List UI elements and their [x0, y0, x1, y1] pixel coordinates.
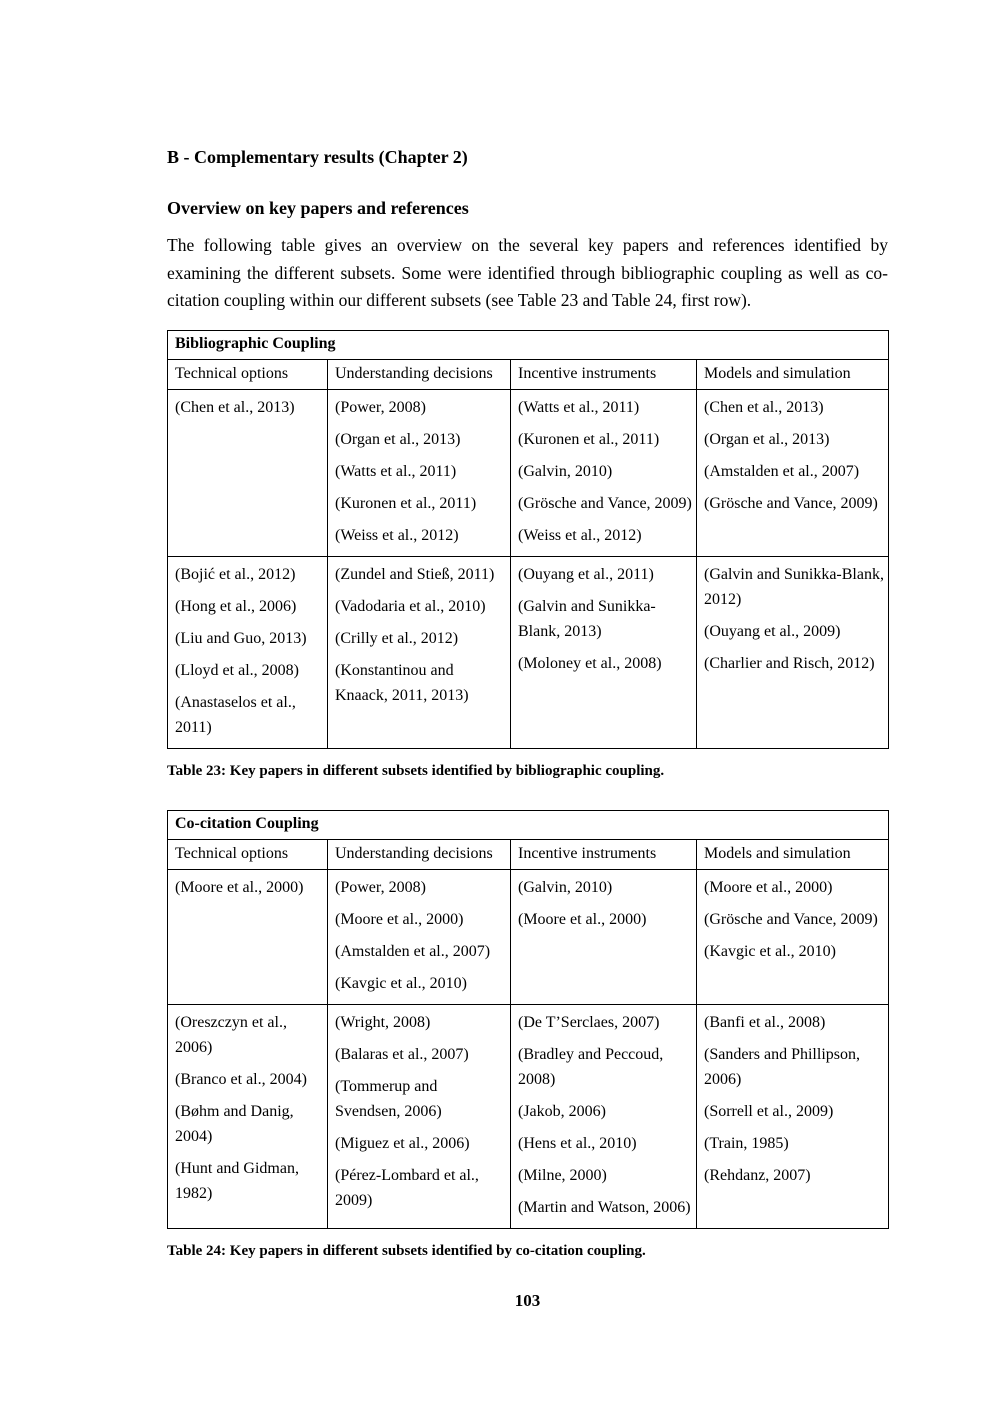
citation: (Bojić et al., 2012)	[175, 565, 296, 583]
citation: (Weiss et al., 2012)	[518, 526, 642, 544]
column-header-4: Models and simulation	[697, 839, 889, 869]
citation: (Hong et al., 2006)	[175, 597, 297, 615]
table-cell	[328, 869, 511, 1004]
citation: (Branco et al., 2004)	[175, 1070, 307, 1088]
citation: (Hens et al., 2010)	[518, 1134, 637, 1152]
citation: (Ouyang et al., 2011)	[518, 565, 654, 583]
citation: (Banfi et al., 2008)	[704, 1013, 826, 1031]
citation: (Milne, 2000)	[518, 1166, 607, 1184]
citation: (Hunt and Gidman, 1982)	[175, 1159, 299, 1202]
table-cell	[511, 1004, 697, 1228]
citation: (Kuronen et al., 2011)	[518, 430, 660, 448]
citation: (Moore et al., 2000)	[335, 910, 464, 928]
table-bibliographic-coupling	[167, 330, 889, 749]
citation: (Galvin and Sunikka-Blank, 2012)	[704, 565, 884, 608]
citation: (Miguez et al., 2006)	[335, 1134, 470, 1152]
citation: (Sorrell et al., 2009)	[704, 1102, 834, 1120]
table-co-citation-coupling	[167, 810, 889, 1229]
citation: (Ouyang et al., 2009)	[704, 622, 841, 640]
column-header-4: Models and simulation	[697, 359, 889, 389]
table-cell	[511, 389, 697, 556]
column-header-3: Incentive instruments	[511, 839, 697, 869]
citation: (Bøhm and Danig, 2004)	[175, 1102, 294, 1145]
citation: (Galvin and Sunikka-Blank, 2013)	[518, 597, 656, 640]
table-cell	[168, 869, 328, 1004]
citation: (Pérez-Lombard et al., 2009)	[335, 1166, 479, 1209]
citation: (Moore et al., 2000)	[518, 910, 647, 928]
table-cell	[168, 1004, 328, 1228]
citation: (Grösche and Vance, 2009)	[704, 910, 878, 928]
citation: (Moore et al., 2000)	[175, 878, 304, 896]
table-cell	[697, 556, 889, 748]
table-caption: Table 24: Key papers in different subsets identified by co-citation coupling.	[167, 1242, 646, 1259]
table-title: Co-citation Coupling	[168, 810, 889, 839]
column-header-3: Incentive instruments	[511, 359, 697, 389]
column-header-2: Understanding decisions	[328, 359, 511, 389]
citation: (Tommerup and Svendsen, 2006)	[335, 1077, 442, 1120]
citation: (Kuronen et al., 2011)	[335, 494, 477, 512]
page-number: 103	[514, 1291, 541, 1310]
citation: (Moore et al., 2000)	[704, 878, 833, 896]
citation: (Vadodaria et al., 2010)	[335, 597, 486, 615]
column-header-1: Technical options	[168, 359, 328, 389]
table-header-row	[168, 359, 889, 389]
citation: (Sanders and Phillipson, 2006)	[704, 1045, 860, 1088]
page-content	[167, 146, 888, 1261]
citation: (Moloney et al., 2008)	[518, 654, 662, 672]
table-title: Bibliographic Coupling	[168, 330, 889, 359]
citation: (Anastaselos et al., 2011)	[175, 693, 296, 736]
citation: (Galvin, 2010)	[518, 462, 613, 480]
citation: (Watts et al., 2011)	[518, 398, 640, 416]
citation: (Grösche and Vance, 2009)	[518, 494, 692, 512]
citation: (Lloyd et al., 2008)	[175, 661, 299, 679]
citation: (Train, 1985)	[704, 1134, 789, 1152]
table-cell	[511, 869, 697, 1004]
table-cell	[328, 556, 511, 748]
citation: (Chen et al., 2013)	[175, 398, 295, 416]
table-row	[168, 869, 889, 1004]
table-cell	[328, 1004, 511, 1228]
intro-paragraph: The following table gives an overview on the several key papers and references identified by examining the different subsets. Some were identified through bibliographic coupling as well as co-citation coupling within our different subsets (see Table 23 and Table 24, first row).	[167, 235, 888, 310]
citation: (Martin and Watson, 2006)	[518, 1198, 691, 1216]
citation: (Crilly et al., 2012)	[335, 629, 459, 647]
citation: (Konstantinou and Knaack, 2011, 2013)	[335, 661, 469, 704]
section-heading: B - Complementary results (Chapter 2)	[167, 147, 468, 167]
table-cell	[328, 389, 511, 556]
subsection-heading: Overview on key papers and references	[167, 198, 469, 218]
citation: (Power, 2008)	[335, 398, 426, 416]
tables-container	[167, 330, 888, 1261]
citation: (Jakob, 2006)	[518, 1102, 606, 1120]
table-cell	[168, 389, 328, 556]
citation: (Kavgic et al., 2010)	[704, 942, 836, 960]
citation: (Rehdanz, 2007)	[704, 1166, 811, 1184]
citation: (Balaras et al., 2007)	[335, 1045, 469, 1063]
column-header-1: Technical options	[168, 839, 328, 869]
table-title-row	[168, 810, 889, 839]
citation: (Organ et al., 2013)	[335, 430, 461, 448]
table-cell	[511, 556, 697, 748]
citation: (Galvin, 2010)	[518, 878, 613, 896]
table-cell	[168, 556, 328, 748]
table-cell	[697, 389, 889, 556]
citation: (Power, 2008)	[335, 878, 426, 896]
table-caption: Table 23: Key papers in different subsets identified by bibliographic coupling.	[167, 762, 665, 779]
citation: (Chen et al., 2013)	[704, 398, 824, 416]
table-cell	[697, 869, 889, 1004]
citation: (Wright, 2008)	[335, 1013, 431, 1031]
citation: (De T’Serclaes, 2007)	[518, 1013, 660, 1031]
citation: (Zundel and Stieß, 2011)	[335, 565, 495, 583]
citation: (Organ et al., 2013)	[704, 430, 830, 448]
citation: (Kavgic et al., 2010)	[335, 974, 467, 992]
citation: (Bradley and Peccoud, 2008)	[518, 1045, 664, 1088]
citation: (Charlier and Risch, 2012)	[704, 654, 875, 672]
citation: (Weiss et al., 2012)	[335, 526, 459, 544]
citation: (Oreszczyn et al., 2006)	[175, 1013, 287, 1056]
table-cell	[697, 1004, 889, 1228]
table-row	[168, 1004, 889, 1228]
table-title-row	[168, 330, 889, 359]
citation: (Watts et al., 2011)	[335, 462, 457, 480]
table-row	[168, 389, 889, 556]
column-header-2: Understanding decisions	[328, 839, 511, 869]
citation: (Amstalden et al., 2007)	[335, 942, 491, 960]
citation: (Liu and Guo, 2013)	[175, 629, 307, 647]
citation: (Amstalden et al., 2007)	[704, 462, 860, 480]
table-row	[168, 556, 889, 748]
table-header-row	[168, 839, 889, 869]
citation: (Grösche and Vance, 2009)	[704, 494, 878, 512]
